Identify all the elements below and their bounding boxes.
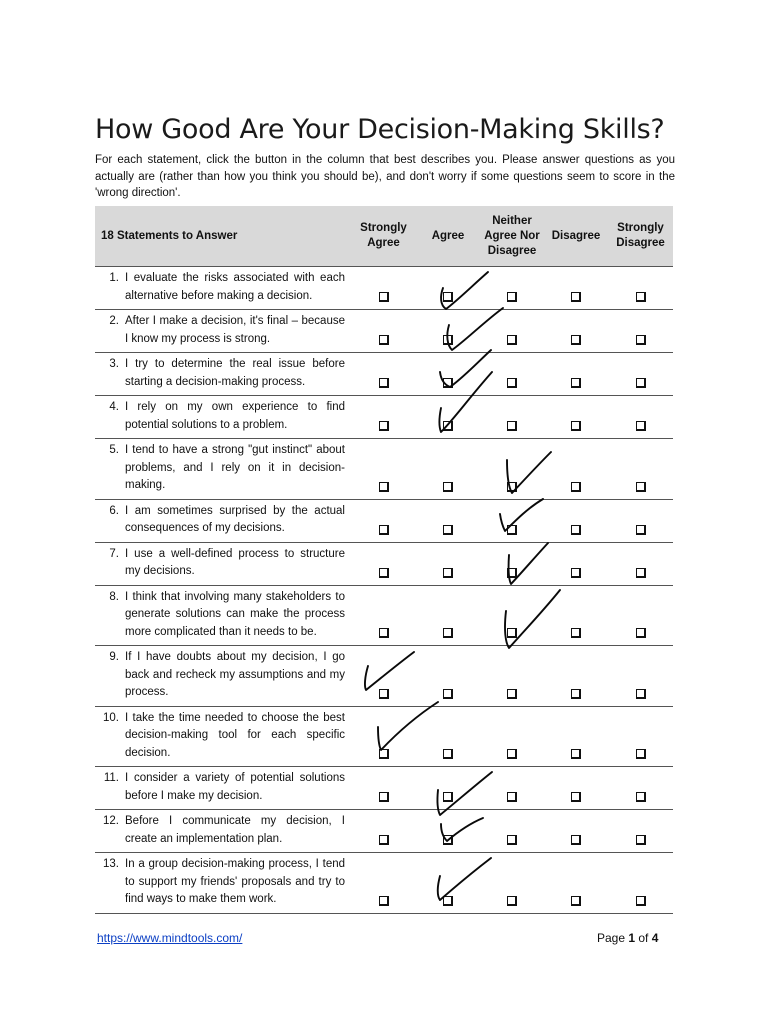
option-cell-disagree [544,353,608,396]
statement-number: 4. [109,401,119,413]
checkbox-agree[interactable] [443,421,453,431]
option-cell-agree [416,853,480,914]
option-cell-agree [416,439,480,500]
option-cell-strongly-disagree [608,542,673,585]
option-cell-disagree [544,706,608,767]
checkbox-strongly-disagree[interactable] [636,335,646,345]
option-cell-neither [480,310,544,353]
option-cell-disagree [544,310,608,353]
checkbox-agree[interactable] [443,378,453,388]
checkbox-disagree[interactable] [571,292,581,302]
statement-text: I am sometimes surprised by the actual consequences of my decisions. [125,504,345,534]
statement-cell [95,646,351,707]
option-cell-strongly-agree [351,585,416,646]
statement-cell [95,267,351,310]
checkbox-neither[interactable] [507,292,517,302]
statement-text: I take the time needed to choose the best decision-making tool for each specific decision. [125,711,345,759]
statement-wrapper [101,589,345,642]
option-cell-strongly-disagree [608,853,673,914]
checkbox-agree[interactable] [443,835,453,845]
checkbox-neither[interactable] [507,525,517,535]
option-cell-strongly-agree [351,267,416,310]
statement-wrapper [101,813,345,848]
table-row [95,439,673,500]
table-row [95,585,673,646]
checkbox-strongly-agree[interactable] [379,292,389,302]
option-cell-disagree [544,585,608,646]
checkbox-agree[interactable] [443,525,453,535]
option-cell-agree [416,353,480,396]
option-cell-strongly-agree [351,646,416,707]
table-row [95,267,673,310]
option-cell-agree [416,267,480,310]
option-cell-strongly-disagree [608,267,673,310]
checkbox-strongly-agree[interactable] [379,835,389,845]
option-cell-disagree [544,646,608,707]
statement-text: I evaluate the risks associated with each alternative before making a decision. [125,272,345,302]
table-row [95,767,673,810]
option-cell-strongly-agree [351,853,416,914]
page-current: 1 [628,931,636,945]
option-cell-neither [480,585,544,646]
statement-wrapper [101,356,345,391]
questionnaire-rows [95,267,673,914]
checkbox-strongly-agree[interactable] [379,335,389,345]
option-cell-disagree [544,396,608,439]
statement-wrapper [101,546,345,581]
checkbox-strongly-disagree[interactable] [636,749,646,759]
statement-text: I rely on my own experience to find potential solutions to a problem. [125,401,345,431]
option-cell-disagree [544,439,608,500]
option-cell-agree [416,767,480,810]
checkbox-agree[interactable] [443,568,453,578]
statement-cell [95,810,351,853]
statement-number: 9. [109,651,119,663]
checkbox-strongly-agree[interactable] [379,482,389,492]
statement-text: I tend to have a strong "gut instinct" about problems, and I rely on it in decision-making. [125,444,345,491]
option-cell-neither [480,810,544,853]
statement-wrapper [101,313,345,348]
option-cell-agree [416,396,480,439]
checkbox-disagree[interactable] [571,792,581,802]
page-of-label: of [635,931,652,945]
table-row [95,542,673,585]
statement-cell [95,499,351,542]
option-cell-strongly-agree [351,767,416,810]
checkbox-strongly-disagree[interactable] [636,835,646,845]
option-cell-strongly-disagree [608,767,673,810]
statement-cell [95,542,351,585]
checkbox-strongly-agree[interactable] [379,421,389,431]
table-row [95,396,673,439]
column-header-strongly-disagree: Strongly Disagree [608,206,673,267]
checkbox-disagree[interactable] [571,749,581,759]
option-cell-strongly-disagree [608,396,673,439]
statement-text: I think that involving many stakeholders to generate solutions can make the process more complicated than it needs to be. [125,590,345,638]
statement-wrapper [101,442,345,495]
option-cell-neither [480,353,544,396]
table-row [95,706,673,767]
option-cell-neither [480,706,544,767]
statement-cell [95,853,351,914]
statement-cell [95,310,351,353]
statement-number: 8. [109,590,119,603]
page-total: 4 [651,931,659,945]
option-cell-agree [416,585,480,646]
checkbox-disagree[interactable] [571,421,581,431]
option-cell-disagree [544,542,608,585]
page-number [597,931,658,945]
statement-number: 7. [109,547,119,560]
checkbox-agree[interactable] [443,628,453,638]
table-header-row [95,206,673,267]
option-cell-strongly-agree [351,353,416,396]
option-cell-strongly-agree [351,542,416,585]
checkbox-strongly-disagree[interactable] [636,792,646,802]
checkbox-strongly-disagree[interactable] [636,525,646,535]
option-cell-strongly-disagree [608,646,673,707]
option-cell-strongly-disagree [608,310,673,353]
option-cell-agree [416,706,480,767]
option-cell-strongly-disagree [608,810,673,853]
statement-text: After I make a decision, it's final – because I know my process is strong. [125,315,345,345]
statement-number: 6. [109,504,119,517]
checkbox-disagree[interactable] [571,896,581,906]
option-cell-strongly-agree [351,396,416,439]
checkbox-neither[interactable] [507,568,517,578]
option-cell-disagree [544,853,608,914]
statement-cell [95,353,351,396]
statement-wrapper [101,770,345,805]
column-header-strongly-agree: Strongly Agree [351,206,416,267]
statement-number: 10. [103,711,119,724]
statement-wrapper [101,710,345,763]
table-row [95,646,673,707]
checkbox-disagree[interactable] [571,689,581,699]
checkbox-disagree[interactable] [571,525,581,535]
statement-cell [95,396,351,439]
checkbox-agree[interactable] [443,335,453,345]
option-cell-neither [480,646,544,707]
statement-cell [95,706,351,767]
checkbox-strongly-agree[interactable] [379,525,389,535]
table-row [95,353,673,396]
checkbox-disagree[interactable] [571,482,581,492]
option-cell-neither [480,439,544,500]
statement-text: If I have doubts about my decision, I go back and recheck my assumptions and my process. [125,651,345,698]
checkbox-neither[interactable] [507,749,517,759]
statement-wrapper [101,270,345,305]
statement-wrapper [101,399,345,434]
statement-number: 5. [109,444,119,456]
statement-wrapper [101,856,345,909]
checkbox-neither[interactable] [507,421,517,431]
checkbox-neither[interactable] [507,335,517,345]
column-header-agree: Agree [416,206,480,267]
statement-text: I use a well-defined process to structure my decisions. [125,547,345,577]
checkbox-neither[interactable] [507,378,517,388]
option-cell-strongly-agree [351,706,416,767]
statement-number: 12. [103,815,119,827]
checkbox-agree[interactable] [443,792,453,802]
checkbox-neither[interactable] [507,689,517,699]
statement-cell [95,767,351,810]
option-cell-disagree [544,810,608,853]
mindtools-link[interactable]: https://www.mindtools.com/ [97,931,243,945]
checkbox-neither[interactable] [507,835,517,845]
statement-number: 11. [103,772,119,784]
statement-number: 3. [109,358,119,370]
statement-cell [95,439,351,500]
checkbox-strongly-disagree[interactable] [636,689,646,699]
checkbox-strongly-disagree[interactable] [636,568,646,578]
checkbox-strongly-disagree[interactable] [636,292,646,302]
column-header-disagree: Disagree [544,206,608,267]
checkbox-strongly-agree[interactable] [379,628,389,638]
checkbox-disagree[interactable] [571,568,581,578]
checkbox-agree[interactable] [443,689,453,699]
checkbox-disagree[interactable] [571,835,581,845]
page-label: Page [597,931,629,945]
option-cell-neither [480,542,544,585]
option-cell-strongly-agree [351,310,416,353]
option-cell-neither [480,396,544,439]
option-cell-disagree [544,767,608,810]
option-cell-strongly-disagree [608,353,673,396]
option-cell-neither [480,499,544,542]
option-cell-agree [416,499,480,542]
checkbox-agree[interactable] [443,292,453,302]
checkbox-neither[interactable] [507,792,517,802]
checkbox-strongly-disagree[interactable] [636,378,646,388]
table-row [95,853,673,914]
option-cell-agree [416,310,480,353]
checkbox-strongly-disagree[interactable] [636,421,646,431]
statement-number: 2. [109,315,119,327]
option-cell-agree [416,542,480,585]
checkbox-disagree[interactable] [571,378,581,388]
questionnaire-table [95,206,673,914]
table-row [95,499,673,542]
checkbox-disagree[interactable] [571,335,581,345]
checkbox-neither[interactable] [507,482,517,492]
option-cell-strongly-agree [351,499,416,542]
option-cell-agree [416,810,480,853]
option-cell-neither [480,767,544,810]
checkbox-strongly-agree[interactable] [379,792,389,802]
checkbox-neither[interactable] [507,628,517,638]
statement-wrapper [101,503,345,538]
statement-text: I consider a variety of potential solutions before I make my decision. [125,772,345,802]
checkbox-neither[interactable] [507,896,517,906]
option-cell-strongly-agree [351,439,416,500]
statement-text: In a group decision-making process, I tend to support my friends' proposals and try to find ways to make them work. [125,858,345,905]
statement-number: 1. [109,272,119,284]
checkbox-strongly-agree[interactable] [379,749,389,759]
checkbox-disagree[interactable] [571,628,581,638]
checkbox-strongly-agree[interactable] [379,378,389,388]
checkbox-agree[interactable] [443,482,453,492]
checkbox-agree[interactable] [443,896,453,906]
option-cell-strongly-disagree [608,706,673,767]
option-cell-disagree [544,499,608,542]
checkbox-strongly-disagree[interactable] [636,896,646,906]
statement-number: 13. [103,858,119,870]
option-cell-strongly-agree [351,810,416,853]
option-cell-neither [480,267,544,310]
checkbox-strongly-agree[interactable] [379,568,389,578]
statement-cell [95,585,351,646]
checkbox-strongly-agree[interactable] [379,689,389,699]
table-row [95,310,673,353]
checkbox-strongly-agree[interactable] [379,896,389,906]
option-cell-agree [416,646,480,707]
checkbox-agree[interactable] [443,749,453,759]
option-cell-neither [480,853,544,914]
option-cell-strongly-disagree [608,439,673,500]
statements-column-header: 18 Statements to Answer [95,206,351,267]
statement-wrapper [101,649,345,702]
option-cell-strongly-disagree [608,585,673,646]
option-cell-strongly-disagree [608,499,673,542]
statement-text: Before I communicate my decision, I create an implementation plan. [125,815,345,845]
table-row [95,810,673,853]
checkbox-strongly-disagree[interactable] [636,628,646,638]
instructions-paragraph: For each statement, click the button in the column that best describes you. Please answer questions as you actually are (rather than how you think you should be), and don't worry if some questions seem to score in the 'wrong direction'. [95,154,675,199]
option-cell-disagree [544,267,608,310]
statement-text: I try to determine the real issue before starting a decision-making process. [125,358,345,388]
page-title: How Good Are Your Decision-Making Skills? [95,114,665,145]
column-header-neither: Neither Agree Nor Disagree [480,206,544,267]
checkbox-strongly-disagree[interactable] [636,482,646,492]
